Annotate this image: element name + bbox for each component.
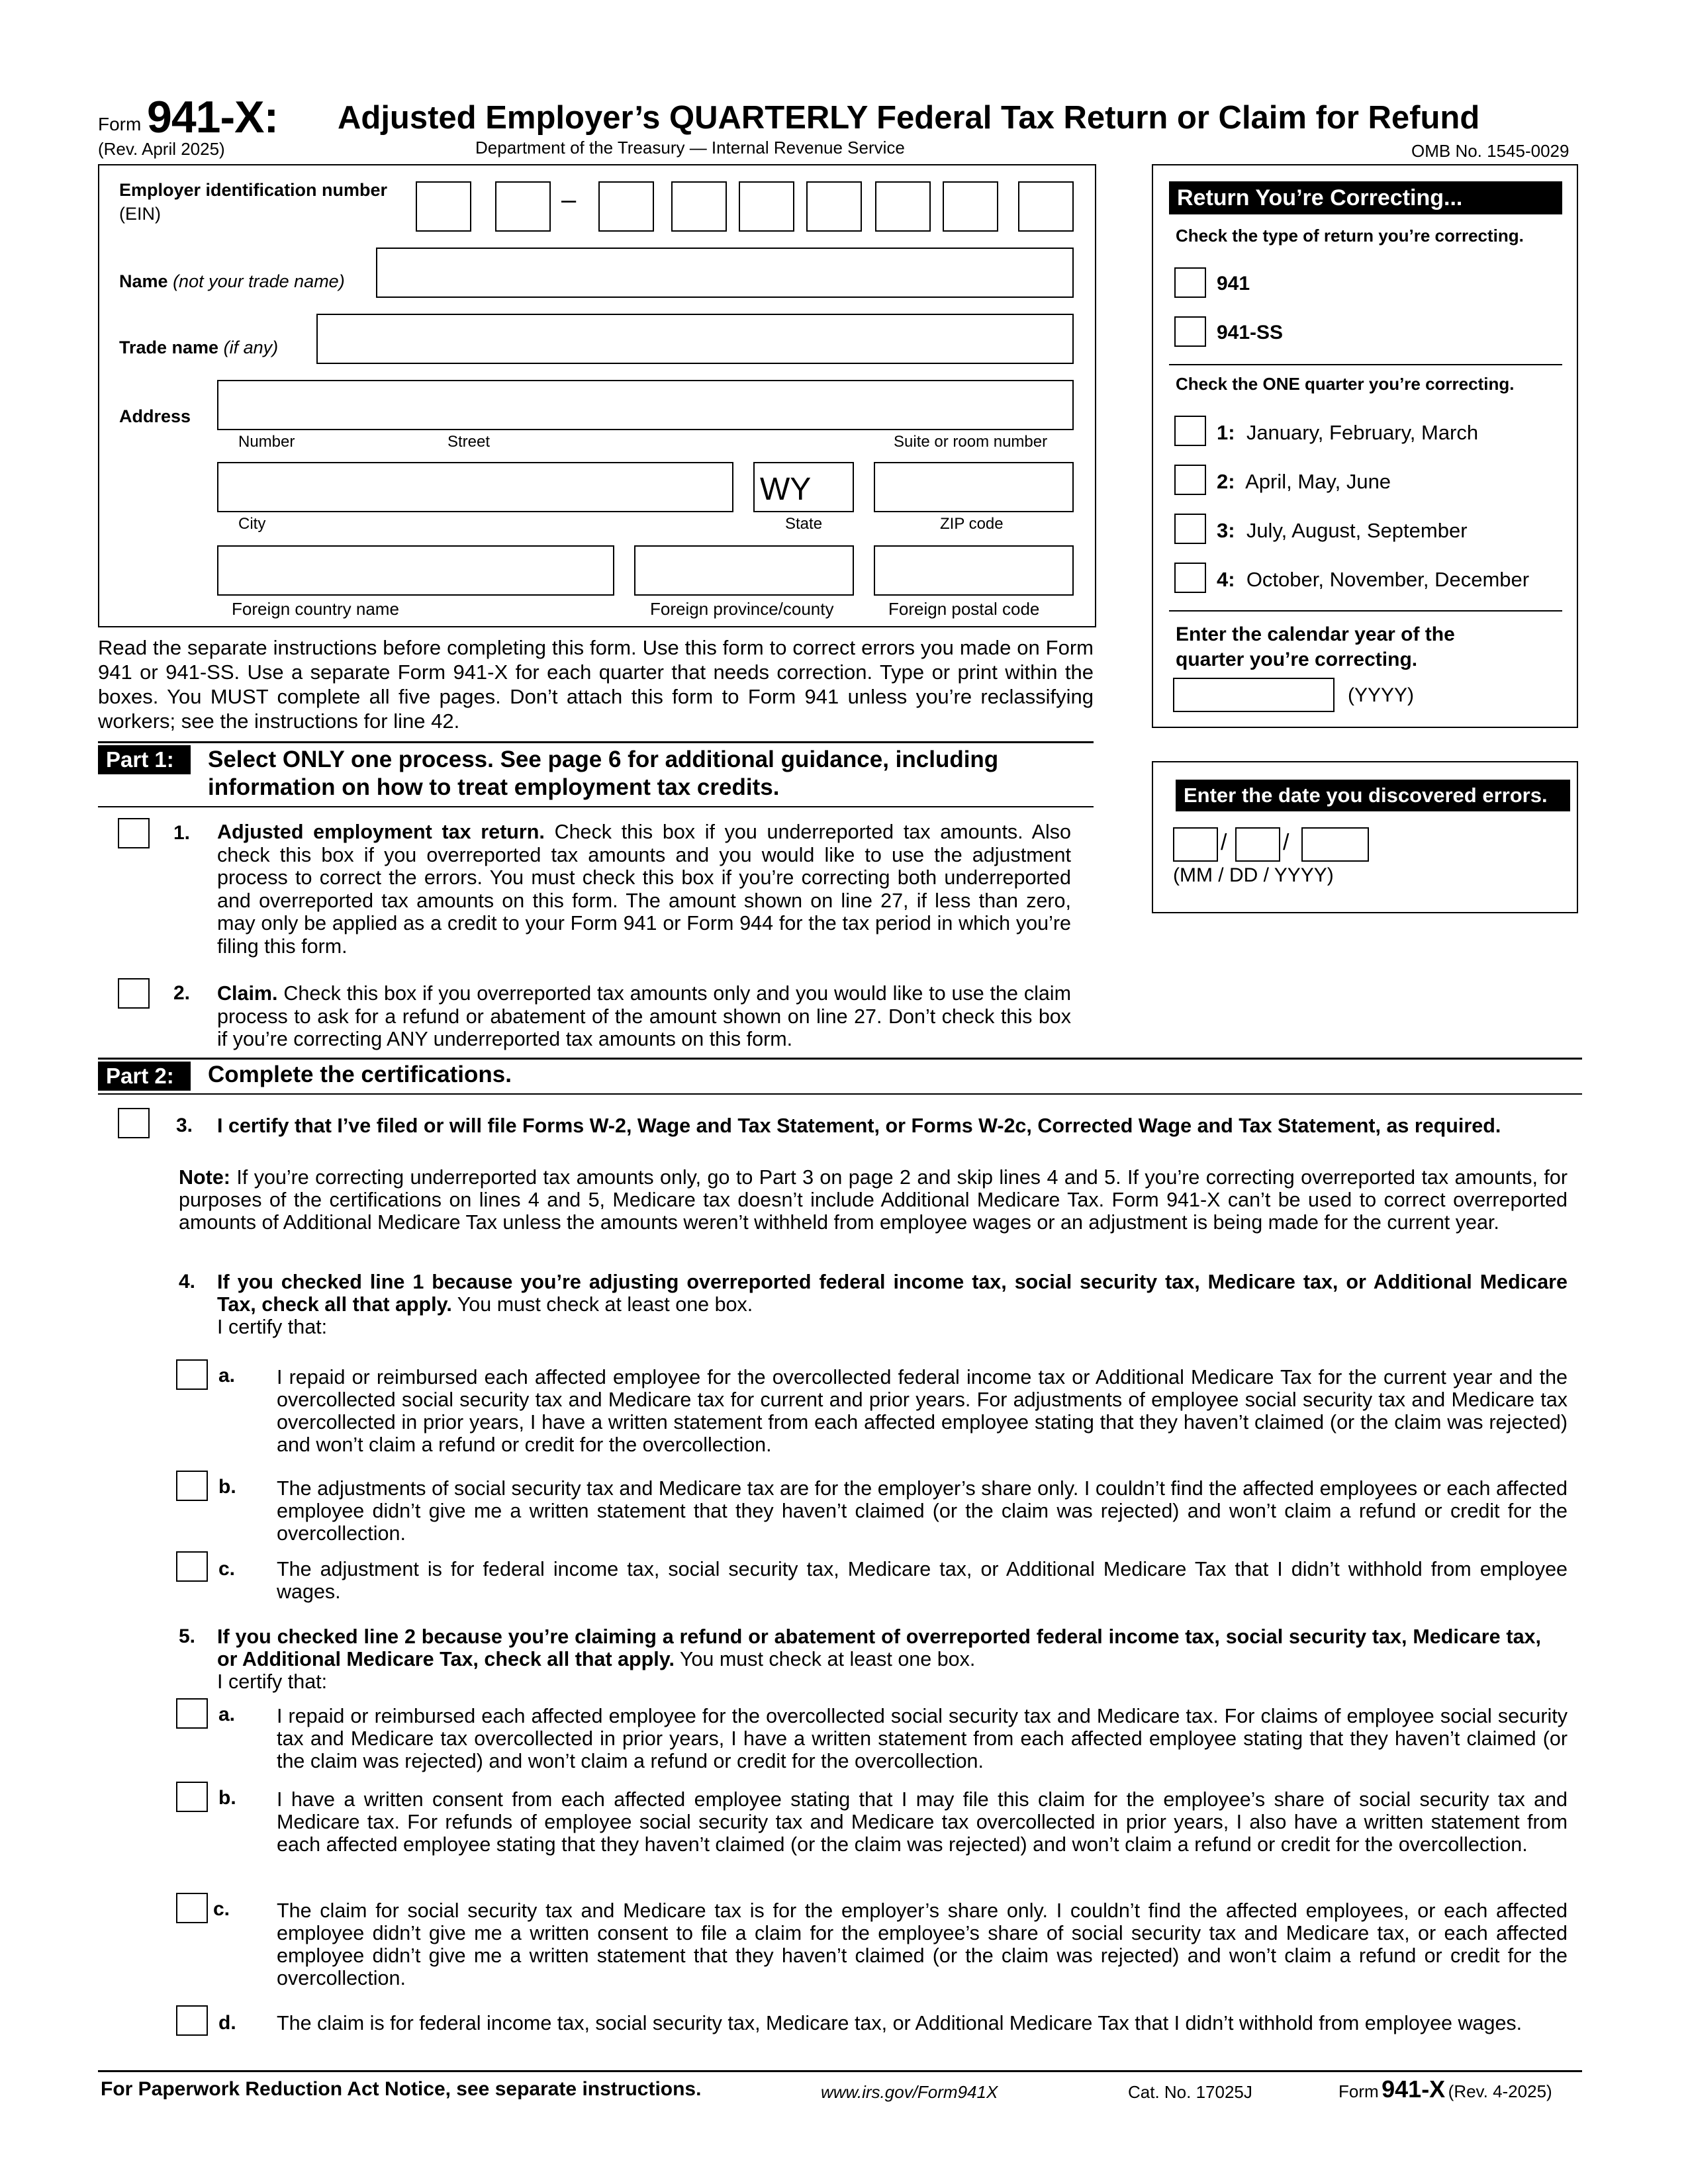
discovered-sep-2: /	[1283, 830, 1289, 855]
line-1-body: Check this box if you underreported tax amounts. Also check this box if you overreported tax amounts and you would like to use the adjustment process to correct the errors. You must check this box if you’re correcting both underreported and overreported tax amounts on this form. The amount shown on line 27, if less than zero, may only be applied as a credit to your Form 941 or Form 944 for the tax period in which you’re filing this form.	[217, 821, 1071, 958]
return-type-941-checkbox[interactable]	[1174, 267, 1206, 298]
discovered-month-field[interactable]	[1173, 827, 1218, 862]
line-5a-text: I repaid or reimbursed each affected employee for the overcollected social security tax and Medicare tax. For claims of employee social security tax and Medicare tax overcollected in prior years, I have a written statement from each affected employee stating that they haven’t claimed (or the claim was rejected) and won’t claim a refund or credit for the overcollection.	[277, 1705, 1568, 1772]
paperwork-notice: For Paperwork Reduction Act Notice, see separate instructions.	[101, 2078, 702, 2100]
state-label: State	[785, 515, 823, 533]
line-1-number: 1.	[173, 822, 191, 844]
return-correcting-title: Return You’re Correcting...	[1169, 181, 1562, 214]
line-2-number: 2.	[173, 982, 191, 1004]
quarter-2-checkbox[interactable]	[1174, 465, 1206, 495]
street-label: Street	[447, 433, 491, 451]
revision-date: (Rev. April 2025)	[98, 139, 225, 159]
line-5-body: You must check at least one box.	[674, 1648, 976, 1670]
line-4-text	[217, 1271, 1568, 1316]
line-5-text	[217, 1625, 1541, 1670]
line-5-number: 5.	[179, 1625, 196, 1647]
discovered-sep-1: /	[1221, 830, 1227, 855]
catalog-number: Cat. No. 17025J	[1128, 2082, 1252, 2102]
panel-divider-2	[1169, 610, 1562, 612]
quarter-1-text: January, February, March	[1246, 421, 1479, 444]
irs-url[interactable]: www.irs.gov/Form941X	[821, 2082, 998, 2102]
line-4b-checkbox[interactable]	[176, 1471, 208, 1501]
part1-top-rule	[98, 741, 1094, 743]
discovered-date-format: (MM / DD / YYYY)	[1173, 864, 1334, 886]
city-field[interactable]	[217, 462, 733, 512]
panel-divider-1	[1169, 364, 1562, 365]
part2-tag: Part 2:	[98, 1062, 191, 1091]
name-label: Name	[119, 271, 168, 291]
line-5-bold: If you checked line 2 because you’re claiming a refund or abatement of overreported federal income tax, social security tax, Medicare tax, or Additional Medicare Tax, check all that apply.	[217, 1625, 1541, 1670]
address-label: Address	[119, 406, 191, 426]
ein-digit-7[interactable]	[875, 181, 931, 232]
footer-form-id	[1338, 2075, 1552, 2103]
line-5a-checkbox[interactable]	[176, 1698, 208, 1729]
note-bold: Note:	[179, 1166, 230, 1189]
quarter-prompt: Check the ONE quarter you’re correcting.	[1176, 374, 1515, 394]
trade-name-note: (if any)	[223, 338, 279, 357]
line-4c-text: The adjustment is for federal income tax, social security tax, Medicare tax, or Additional Medicare Tax that I didn’t withhold from employee wages.	[277, 1558, 1568, 1603]
quarter-1-checkbox[interactable]	[1174, 416, 1206, 446]
line-5d-letter: d.	[218, 2012, 236, 2034]
footer-rule	[98, 2070, 1582, 2072]
foreign-country-label: Foreign country name	[232, 599, 399, 619]
street-address-field[interactable]	[217, 380, 1074, 430]
return-type-941-label: 941	[1217, 273, 1250, 295]
line-5c-text: The claim for social security tax and Medicare tax is for the employer’s share only. I couldn’t find the affected employees, or each affected employee didn’t give me a written consent to file a claim for the employee’s share of social security tax and Medicare tax, or each affected employee didn’t give me a written statement that they haven’t claimed (or the claim was rejected) and won’t claim a refund or credit for the overcollection.	[277, 1899, 1568, 1989]
year-prompt-line-1: Enter the calendar year of the	[1176, 623, 1455, 645]
line-2-text	[217, 982, 1071, 1051]
line-4c-checkbox[interactable]	[176, 1551, 208, 1582]
line-2-bold: Claim.	[217, 982, 278, 1005]
quarter-3-checkbox[interactable]	[1174, 514, 1206, 544]
year-field[interactable]	[1173, 678, 1335, 712]
line-4-number: 4.	[179, 1271, 196, 1293]
line-4c-letter: c.	[218, 1558, 236, 1580]
line-1-checkbox[interactable]	[118, 818, 150, 848]
quarter-3-text: July, August, September	[1246, 519, 1468, 542]
quarter-3-label	[1217, 519, 1468, 543]
state-value: WY	[760, 472, 812, 507]
line-4a-checkbox[interactable]	[176, 1359, 208, 1390]
ein-digit-1[interactable]	[416, 181, 471, 232]
part1-bottom-rule	[98, 806, 1094, 807]
year-format: (YYYY)	[1348, 684, 1415, 706]
quarter-4-checkbox[interactable]	[1174, 563, 1206, 593]
line-4b-text: The adjustments of social security tax and Medicare tax are for the employer’s share only. I couldn’t find the affected employees or each affected employee didn’t give me a written statement that they haven’t claimed (or the claim was rejected) and won’t claim a refund or credit for the overcollection.	[277, 1477, 1568, 1545]
trade-name-field[interactable]	[316, 314, 1074, 364]
part1-title-line-1: Select ONLY one process. See page 6 for additional guidance, including	[208, 747, 999, 772]
ein-dash: –	[561, 185, 577, 214]
quarter-1-label	[1217, 421, 1478, 445]
footer-form-number: 941-X	[1382, 2075, 1446, 2103]
number-label: Number	[238, 433, 295, 451]
part1-title-line-2: information on how to treat employment tax credits.	[208, 774, 780, 800]
trade-name-label: Trade name	[119, 338, 219, 357]
footer-form-word: Form	[1338, 2081, 1379, 2101]
form-number: 941-X:	[147, 92, 279, 142]
name-field[interactable]	[376, 248, 1074, 298]
foreign-country-field[interactable]	[217, 545, 614, 596]
line-5-certify: I certify that:	[217, 1670, 328, 1693]
quarter-2-text: April, May, June	[1245, 470, 1391, 493]
line-3-checkbox[interactable]	[118, 1108, 150, 1138]
line-5d-checkbox[interactable]	[176, 2005, 208, 2036]
state-field[interactable]	[753, 462, 854, 512]
quarter-1-num: 1:	[1217, 421, 1235, 444]
foreign-province-field[interactable]	[634, 545, 854, 596]
quarter-2-num: 2:	[1217, 470, 1235, 493]
discovered-year-field[interactable]	[1301, 827, 1369, 862]
part1-tag: Part 1:	[98, 745, 191, 774]
ein-digit-5[interactable]	[739, 181, 794, 232]
quarter-4-text: October, November, December	[1246, 568, 1530, 591]
line-4-body: You must check at least one box.	[451, 1293, 753, 1316]
part2-top-rule	[98, 1058, 1582, 1060]
note-body: If you’re correcting underreported tax amounts only, go to Part 3 on page 2 and skip lines 4 and 5. If you’re correcting overreported tax amounts, for purposes of the certifications on lines 4 and 5, Medicare tax doesn’t include Additional Medicare Tax. Form 941-X can’t be used to correct overreported amounts of Additional Medicare Tax unless the amounts weren’t withheld from employee wages or an adjustment is being made for the current year.	[179, 1166, 1568, 1234]
discovered-day-field[interactable]	[1235, 827, 1280, 862]
line-4b-letter: b.	[218, 1476, 236, 1498]
quarter-4-num: 4:	[1217, 568, 1235, 591]
ein-label: Employer identification number	[119, 180, 388, 200]
zip-field[interactable]	[874, 462, 1074, 512]
foreign-postal-label: Foreign postal code	[888, 599, 1040, 619]
suite-label: Suite or room number	[894, 433, 1048, 451]
year-prompt-line-2: quarter you’re correcting.	[1176, 649, 1418, 670]
return-type-prompt: Check the type of return you’re correcting.	[1176, 226, 1524, 246]
form-word: Form	[98, 114, 142, 134]
quarter-2-label	[1217, 470, 1391, 494]
city-label: City	[238, 515, 266, 533]
name-note: (not your trade name)	[173, 271, 345, 291]
note-text	[179, 1166, 1568, 1234]
ein-digit-8[interactable]	[943, 181, 998, 232]
quarter-4-label	[1217, 568, 1529, 592]
zip-label: ZIP code	[940, 515, 1004, 533]
line-2-checkbox[interactable]	[118, 978, 150, 1009]
omb-number: OMB No. 1545-0029	[1411, 141, 1570, 161]
line-1-bold: Adjusted employment tax return.	[217, 821, 545, 843]
ein-digit-2[interactable]	[495, 181, 551, 232]
ein-digit-6[interactable]	[806, 181, 862, 232]
line-4-bold: If you checked line 1 because you’re adjusting overreported federal income tax, social security tax, Medicare tax, or Additional Medicare Tax, check all that apply.	[217, 1271, 1568, 1316]
line-5d-text: The claim is for federal income tax, social security tax, Medicare tax, or Additional Medicare Tax that I didn’t withhold from employee wages.	[277, 2012, 1523, 2034]
ein-digit-9[interactable]	[1018, 181, 1074, 232]
discovered-date-title: Enter the date you discovered errors.	[1176, 780, 1570, 811]
return-type-941ss-label: 941-SS	[1217, 322, 1284, 343]
ein-digit-3[interactable]	[598, 181, 654, 232]
ein-digit-4[interactable]	[671, 181, 727, 232]
quarter-3-num: 3:	[1217, 519, 1235, 542]
foreign-postal-field[interactable]	[874, 545, 1074, 596]
line-5c-checkbox[interactable]	[176, 1893, 208, 1923]
line-3-text: I certify that I’ve filed or will file Forms W-2, Wage and Tax Statement, or Forms W-2c, Corrected Wage and Tax Statement, as required.	[217, 1115, 1501, 1137]
line-5b-letter: b.	[218, 1787, 236, 1809]
footer-rev: (Rev. 4-2025)	[1448, 2081, 1552, 2101]
department-line: Department of the Treasury — Internal Revenue Service	[475, 138, 905, 158]
line-5c-letter: c.	[213, 1898, 230, 1920]
line-4a-text: I repaid or reimbursed each affected employee for the overcollected federal income tax or Additional Medicare Tax for the current year and the overcollected social security tax and Medicare tax for current and prior years. For adjustments of employee social security tax and Medicare tax overcollected in prior years, I have a written statement from each affected employee stating that they haven’t claimed (or the claim was rejected) and won’t claim a refund or credit for the overcollection.	[277, 1366, 1568, 1456]
foreign-province-label: Foreign province/county	[650, 599, 834, 619]
name-label-row	[119, 271, 345, 291]
ein-sublabel: (EIN)	[119, 204, 161, 224]
part2-bottom-rule	[98, 1093, 1582, 1095]
line-4a-letter: a.	[218, 1365, 236, 1387]
form-title: Adjusted Employer’s QUARTERLY Federal Tax Return or Claim for Refund	[338, 100, 1480, 136]
return-type-941ss-checkbox[interactable]	[1174, 316, 1206, 347]
part2-title: Complete the certifications.	[208, 1062, 512, 1087]
line-1-text	[217, 821, 1071, 958]
line-5a-letter: a.	[218, 1704, 236, 1725]
line-2-body: Check this box if you overreported tax amounts only and you would like to use the claim process to ask for a refund or abatement of the amount shown on line 27. Don’t check this box if you’re correcting ANY underreported tax amounts on this form.	[217, 982, 1071, 1050]
line-4-certify: I certify that:	[217, 1316, 328, 1338]
line-5b-text: I have a written consent from each affected employee stating that I may file this claim for the employee’s share of social security tax and Medicare tax. For refunds of employee social security tax and Medicare tax overcollected in prior years, I also have a written statement from each affected employee stating that they haven’t claimed (or the claim was rejected) and won’t claim a refund or credit for the overcollection.	[277, 1788, 1568, 1856]
trade-name-label-row	[119, 338, 278, 357]
line-5b-checkbox[interactable]	[176, 1782, 208, 1812]
line-3-number: 3.	[176, 1115, 193, 1136]
instructions-intro: Read the separate instructions before completing this form. Use this form to correct errors you made on Form 941 or 941-SS. Use a separate Form 941-X for each quarter that needs correction. Type or print within the boxes. You MUST complete all five pages. Don’t attach this form to Form 941 unless you’re reclassifying workers; see the instructions for line 42.	[98, 636, 1094, 733]
